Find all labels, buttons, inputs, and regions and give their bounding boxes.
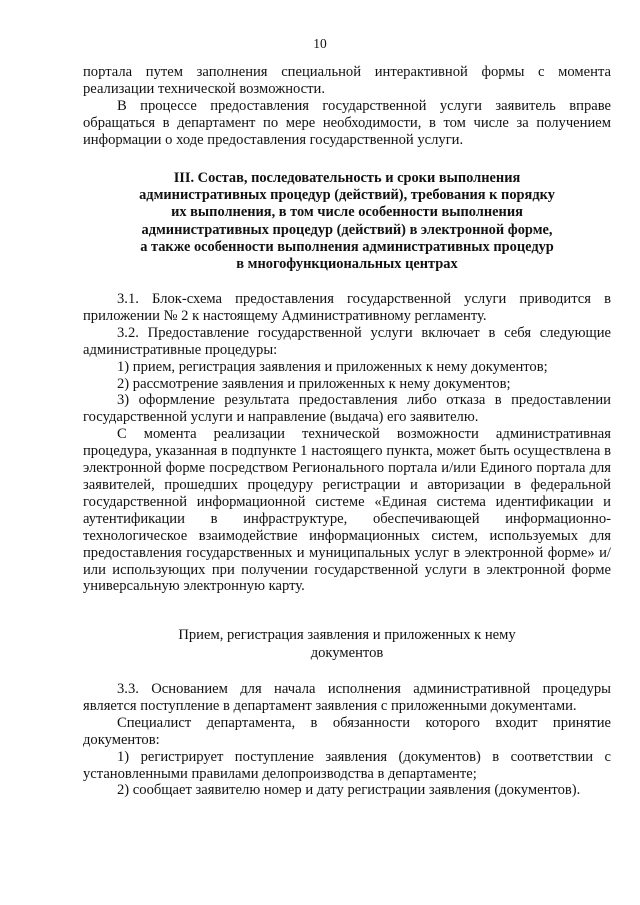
paragraph: В процессе предоставления государственной услуги заявитель вправе обращаться в департамент по мере необходимости, в том числе за получением информации о ходе предоставления государственной услуги. — [83, 97, 611, 148]
section-body — [83, 291, 611, 595]
list-item: 2) сообщает заявителю номер и дату регистрации заявления (документов). — [117, 782, 581, 799]
subheading-line: Прием, регистрация заявления и приложенных к нему — [178, 627, 516, 643]
subsection-body — [83, 681, 611, 799]
paragraph: С момента реализации технической возможности административная процедура, указанная в подпункте 1 настоящего пункта, может быть осуществлена в электронной форме посредством Регионального портала и/или Единого портала для заявителей, прошедших процедуру регистрации и авторизации в федеральной государственной информационной системе «Единая система идентификации и аутентификации в инфраструктуре, обеспечивающей информационно-технологическое взаимодействие информационных систем, используемых для предоставления государственных и муниципальных услуг в электронной форме» и/или использующих при получении государственной услуги в электронной форме универсальную электронную карту. — [83, 426, 611, 595]
subheading-line: документов — [310, 645, 384, 661]
subsection-heading — [83, 626, 611, 662]
list-item: 2) рассмотрение заявления и приложенных к нему документов; — [117, 375, 511, 392]
heading-line: их выполнения, в том числе особенности выполнения — [171, 204, 523, 221]
heading-line: в многофункциональных центрах — [236, 256, 458, 273]
paragraph: 3.2. Предоставление государственной услуги включает в себя следующие административные процедуры: — [83, 324, 611, 358]
heading-line: а также особенности выполнения административных процедур — [140, 238, 554, 255]
list-item: 1) прием, регистрация заявления и приложенных к нему документов; — [117, 358, 548, 375]
heading-line: III. Состав, последовательность и сроки выполнения — [173, 170, 521, 186]
section-heading — [83, 170, 611, 273]
paragraph: портала путем заполнения специальной интерактивной формы с момента реализации технической возможности. — [83, 64, 611, 97]
list-item: 3) оформление результата предоставления либо отказа в предоставлении государственной услуги и направление (выдача) его заявителю. — [83, 392, 611, 426]
intro-text — [83, 64, 611, 149]
heading-line: административных процедур (действий) в электронной форме, — [141, 221, 553, 238]
heading-line: административных процедур (действий), требования к порядку — [139, 187, 555, 204]
page-number: 10 — [313, 36, 327, 51]
paragraph: Специалист департамента, в обязанности которого входит принятие документов: — [83, 714, 611, 748]
list-item: 1) регистрирует поступление заявления (документов) в соответствии с установленными правилами делопроизводства в департаменте; — [83, 748, 611, 782]
paragraph: 3.3. Основанием для начала исполнения административной процедуры является поступление в департамент заявления с приложенными документами. — [83, 681, 611, 714]
paragraph: 3.1. Блок-схема предоставления государственной услуги приводится в приложении № 2 к настоящему Административному регламенту. — [83, 291, 611, 324]
